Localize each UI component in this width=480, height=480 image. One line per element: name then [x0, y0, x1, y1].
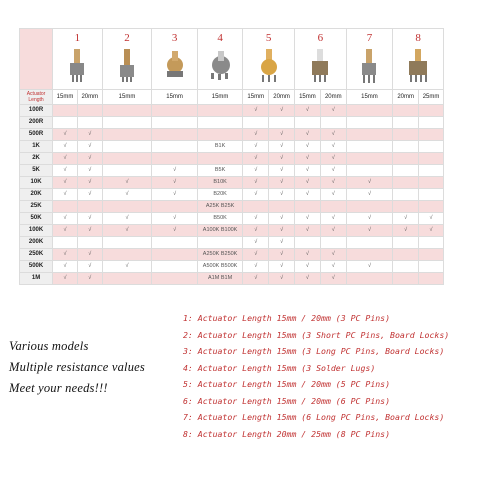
- availability-cell: [243, 201, 269, 213]
- availability-cell: [243, 117, 269, 129]
- availability-cell: [269, 201, 295, 213]
- model-description: 4: Actuator Length 15mm (3 Solder Lugs): [183, 362, 376, 373]
- availability-cell: [53, 237, 78, 249]
- availability-cell: √: [102, 177, 152, 189]
- potentiometer-icon: [115, 49, 139, 83]
- availability-cell: [393, 261, 419, 273]
- availability-cell: [393, 129, 419, 141]
- model-number: 2: [124, 32, 130, 44]
- model-description: 1: Actuator Length 15mm / 20mm (3 PC Pins): [183, 313, 391, 323]
- resistance-label: 50K: [20, 213, 53, 225]
- availability-cell: [419, 249, 444, 261]
- availability-cell: [53, 201, 78, 213]
- resistance-row: [20, 105, 444, 117]
- length-header: 20mm: [77, 90, 102, 105]
- availability-cell: √: [53, 153, 78, 165]
- availability-cell: √: [320, 261, 346, 273]
- availability-cell: √: [320, 177, 346, 189]
- availability-cell: √: [269, 237, 295, 249]
- availability-cell: √: [295, 129, 321, 141]
- availability-cell: √: [77, 129, 102, 141]
- length-header: 15mm: [295, 90, 321, 105]
- availability-cell: √: [152, 165, 198, 177]
- availability-cell: √: [53, 141, 78, 153]
- availability-cell: [419, 261, 444, 273]
- length-header: 15mm: [243, 90, 269, 105]
- availability-cell: [53, 117, 78, 129]
- model-description: 8: Actuator Length 20mm / 25mm (8 PC Pins): [183, 428, 391, 439]
- availability-cell: √: [243, 105, 269, 117]
- resistance-label: 1K: [20, 141, 53, 153]
- model-descriptions: [183, 310, 449, 442]
- product-image-row: [20, 29, 444, 90]
- length-header: 15mm: [53, 90, 78, 105]
- model-cell-1: [53, 29, 103, 90]
- availability-cell: √: [53, 189, 78, 201]
- length-header: 20mm: [269, 90, 295, 105]
- resistance-row: [20, 129, 444, 141]
- availability-cell: [102, 105, 152, 117]
- availability-cell: A25K B25K: [197, 201, 243, 213]
- spec-table: [19, 28, 444, 285]
- availability-cell: [419, 189, 444, 201]
- availability-cell: [419, 237, 444, 249]
- availability-cell: [197, 117, 243, 129]
- availability-cell: √: [102, 213, 152, 225]
- availability-cell: [152, 117, 198, 129]
- availability-cell: [419, 105, 444, 117]
- availability-cell: [320, 237, 346, 249]
- availability-cell: √: [243, 273, 269, 285]
- availability-cell: √: [320, 165, 346, 177]
- model-cell-8: [393, 29, 444, 90]
- promo-text-block: [9, 336, 145, 399]
- availability-cell: √: [77, 261, 102, 273]
- resistance-label: 25K: [20, 201, 53, 213]
- availability-cell: √: [243, 225, 269, 237]
- corner-cell: [20, 29, 53, 90]
- availability-cell: √: [295, 153, 321, 165]
- resistance-row: [20, 153, 444, 165]
- availability-cell: [320, 117, 346, 129]
- availability-cell: [419, 201, 444, 213]
- availability-cell: √: [77, 141, 102, 153]
- availability-cell: [346, 153, 393, 165]
- availability-cell: √: [243, 249, 269, 261]
- availability-cell: √: [269, 225, 295, 237]
- resistance-label: 100K: [20, 225, 53, 237]
- availability-cell: [419, 141, 444, 153]
- availability-cell: [419, 165, 444, 177]
- model-cell-6: [295, 29, 347, 90]
- actuator-length-label: Actuator Length: [20, 90, 53, 105]
- availability-cell: [393, 237, 419, 249]
- availability-cell: [152, 141, 198, 153]
- availability-cell: B20K: [197, 189, 243, 201]
- availability-cell: √: [53, 249, 78, 261]
- availability-cell: √: [77, 273, 102, 285]
- availability-cell: [152, 249, 198, 261]
- availability-cell: √: [243, 189, 269, 201]
- model-number: 6: [317, 32, 324, 44]
- model-cell-4: [197, 29, 243, 90]
- model-cell-2: [102, 29, 152, 90]
- availability-cell: [53, 105, 78, 117]
- availability-cell: [419, 153, 444, 165]
- potentiometer-icon: [405, 49, 431, 83]
- availability-cell: √: [393, 225, 419, 237]
- availability-cell: √: [77, 249, 102, 261]
- availability-cell: [152, 153, 198, 165]
- availability-cell: √: [295, 249, 321, 261]
- resistance-label: 500R: [20, 129, 53, 141]
- availability-cell: √: [53, 177, 78, 189]
- availability-cell: √: [320, 189, 346, 201]
- model-number: 3: [171, 32, 178, 44]
- availability-cell: B10K: [197, 177, 243, 189]
- availability-cell: [419, 273, 444, 285]
- resistance-row: [20, 225, 444, 237]
- availability-cell: √: [77, 165, 102, 177]
- availability-cell: A500K B500K: [197, 261, 243, 273]
- promo-line: Multiple resistance values: [9, 360, 145, 374]
- availability-cell: √: [269, 105, 295, 117]
- availability-cell: [295, 201, 321, 213]
- availability-cell: √: [152, 177, 198, 189]
- availability-cell: [393, 141, 419, 153]
- availability-cell: [197, 129, 243, 141]
- availability-cell: √: [152, 189, 198, 201]
- availability-cell: [419, 117, 444, 129]
- length-header: 15mm: [197, 90, 243, 105]
- resistance-row: [20, 261, 444, 273]
- availability-cell: [152, 201, 198, 213]
- availability-cell: √: [419, 225, 444, 237]
- model-description: 7: Actuator Length 15mm (6 Long PC Pins, Board Locks): [183, 412, 445, 422]
- resistance-row: [20, 165, 444, 177]
- availability-cell: [346, 141, 393, 153]
- availability-cell: [419, 177, 444, 189]
- availability-cell: √: [295, 165, 321, 177]
- availability-cell: √: [269, 261, 295, 273]
- availability-cell: √: [295, 189, 321, 201]
- availability-cell: √: [102, 261, 152, 273]
- promo-line: Meet your needs!!!: [9, 381, 108, 395]
- availability-cell: [393, 177, 419, 189]
- availability-cell: [346, 237, 393, 249]
- availability-cell: √: [102, 189, 152, 201]
- model-cell-3: [152, 29, 198, 90]
- availability-cell: √: [269, 213, 295, 225]
- potentiometer-icon: [66, 49, 88, 83]
- resistance-label: 5K: [20, 165, 53, 177]
- availability-cell: [393, 165, 419, 177]
- resistance-row: [20, 273, 444, 285]
- resistance-label: 200K: [20, 237, 53, 249]
- availability-cell: √: [393, 213, 419, 225]
- availability-cell: [77, 237, 102, 249]
- potentiometer-icon: [162, 49, 188, 83]
- resistance-row: [20, 117, 444, 129]
- resistance-label: 500K: [20, 261, 53, 273]
- availability-cell: [102, 273, 152, 285]
- availability-cell: √: [53, 213, 78, 225]
- availability-cell: √: [346, 189, 393, 201]
- availability-cell: [393, 117, 419, 129]
- availability-cell: √: [320, 273, 346, 285]
- availability-cell: √: [295, 105, 321, 117]
- availability-cell: √: [320, 105, 346, 117]
- actuator-length-row: [20, 90, 444, 105]
- availability-cell: √: [320, 213, 346, 225]
- resistance-label: 200R: [20, 117, 53, 129]
- resistance-row: [20, 189, 444, 201]
- availability-cell: √: [295, 177, 321, 189]
- availability-cell: [102, 141, 152, 153]
- availability-cell: √: [320, 225, 346, 237]
- spec-table-wrapper: [19, 28, 444, 285]
- resistance-label: 20K: [20, 189, 53, 201]
- availability-cell: [77, 117, 102, 129]
- model-cell-5: [243, 29, 295, 90]
- availability-cell: √: [77, 225, 102, 237]
- availability-cell: √: [53, 225, 78, 237]
- availability-cell: [393, 153, 419, 165]
- availability-cell: [346, 129, 393, 141]
- availability-cell: √: [77, 177, 102, 189]
- availability-cell: √: [53, 273, 78, 285]
- availability-cell: √: [53, 261, 78, 273]
- availability-cell: √: [269, 189, 295, 201]
- availability-cell: √: [243, 129, 269, 141]
- potentiometer-icon: [308, 49, 332, 83]
- availability-cell: [295, 237, 321, 249]
- availability-cell: √: [152, 213, 198, 225]
- availability-cell: √: [243, 141, 269, 153]
- availability-cell: [102, 249, 152, 261]
- model-number: 7: [366, 32, 373, 44]
- resistance-row: [20, 213, 444, 225]
- availability-cell: [197, 153, 243, 165]
- availability-cell: [346, 117, 393, 129]
- model-description: 2: Actuator Length 15mm (3 Short PC Pins, Board Locks): [183, 329, 450, 340]
- resistance-row: [20, 141, 444, 153]
- resistance-row: [20, 201, 444, 213]
- length-header: 25mm: [419, 90, 444, 105]
- availability-cell: √: [295, 213, 321, 225]
- availability-cell: [102, 129, 152, 141]
- availability-cell: [393, 105, 419, 117]
- availability-cell: √: [320, 141, 346, 153]
- availability-cell: [77, 201, 102, 213]
- model-description: 6: Actuator Length 15mm / 20mm (6 PC Pins): [183, 395, 391, 406]
- availability-cell: [393, 273, 419, 285]
- length-header: 15mm: [102, 90, 152, 105]
- availability-cell: √: [243, 237, 269, 249]
- availability-cell: √: [295, 273, 321, 285]
- length-header: 15mm: [346, 90, 393, 105]
- availability-cell: [393, 189, 419, 201]
- availability-cell: √: [243, 261, 269, 273]
- availability-cell: √: [269, 273, 295, 285]
- resistance-row: [20, 237, 444, 249]
- potentiometer-icon: [357, 49, 381, 83]
- availability-cell: [152, 273, 198, 285]
- availability-cell: √: [346, 177, 393, 189]
- availability-cell: [346, 105, 393, 117]
- availability-cell: √: [269, 249, 295, 261]
- availability-cell: [393, 201, 419, 213]
- resistance-label: 1M: [20, 273, 53, 285]
- availability-cell: [197, 237, 243, 249]
- model-cell-7: [346, 29, 393, 90]
- availability-cell: [102, 201, 152, 213]
- availability-cell: √: [320, 153, 346, 165]
- availability-cell: A250K B250K: [197, 249, 243, 261]
- availability-cell: √: [269, 165, 295, 177]
- availability-cell: √: [77, 189, 102, 201]
- availability-cell: [102, 165, 152, 177]
- availability-cell: √: [243, 153, 269, 165]
- availability-cell: B5K: [197, 165, 243, 177]
- availability-cell: √: [346, 225, 393, 237]
- availability-cell: [346, 201, 393, 213]
- availability-cell: √: [53, 129, 78, 141]
- availability-cell: √: [269, 141, 295, 153]
- availability-cell: √: [152, 225, 198, 237]
- availability-cell: √: [346, 213, 393, 225]
- availability-cell: [346, 249, 393, 261]
- availability-cell: √: [269, 153, 295, 165]
- availability-cell: √: [346, 261, 393, 273]
- availability-cell: √: [419, 213, 444, 225]
- resistance-row: [20, 177, 444, 189]
- model-description: 3: Actuator Length 15mm (3 Long PC Pins, Board Locks): [183, 346, 445, 356]
- availability-cell: [320, 201, 346, 213]
- availability-cell: √: [77, 213, 102, 225]
- potentiometer-icon: [256, 49, 282, 83]
- availability-cell: √: [269, 129, 295, 141]
- availability-cell: [152, 129, 198, 141]
- spec-table-body: [20, 105, 444, 285]
- availability-cell: √: [243, 213, 269, 225]
- availability-cell: [77, 105, 102, 117]
- availability-cell: [152, 105, 198, 117]
- resistance-row: [20, 249, 444, 261]
- availability-cell: A100K B100K: [197, 225, 243, 237]
- availability-cell: √: [320, 249, 346, 261]
- length-header: 15mm: [152, 90, 198, 105]
- availability-cell: [295, 117, 321, 129]
- resistance-label: 2K: [20, 153, 53, 165]
- availability-cell: √: [320, 129, 346, 141]
- availability-cell: √: [295, 141, 321, 153]
- resistance-label: 10K: [20, 177, 53, 189]
- availability-cell: [346, 165, 393, 177]
- model-number: 4: [217, 32, 223, 44]
- length-header: 20mm: [393, 90, 419, 105]
- availability-cell: [102, 117, 152, 129]
- availability-cell: B1K: [197, 141, 243, 153]
- resistance-label: 100R: [20, 105, 53, 117]
- availability-cell: √: [53, 165, 78, 177]
- availability-cell: √: [77, 153, 102, 165]
- availability-cell: √: [269, 177, 295, 189]
- availability-cell: √: [243, 177, 269, 189]
- availability-cell: √: [102, 225, 152, 237]
- availability-cell: [197, 105, 243, 117]
- availability-cell: [269, 117, 295, 129]
- availability-cell: √: [243, 165, 269, 177]
- availability-cell: A1M B1M: [197, 273, 243, 285]
- model-number: 1: [74, 32, 81, 44]
- model-number: 8: [415, 32, 421, 44]
- availability-cell: [419, 129, 444, 141]
- availability-cell: [393, 249, 419, 261]
- model-number: 5: [265, 32, 272, 44]
- availability-cell: B50K: [197, 213, 243, 225]
- availability-cell: [346, 273, 393, 285]
- availability-cell: [102, 237, 152, 249]
- resistance-label: 250K: [20, 249, 53, 261]
- model-description: 5: Actuator Length 15mm / 20mm (5 PC Pins): [183, 379, 391, 389]
- availability-cell: [102, 153, 152, 165]
- promo-line: Various models: [9, 339, 89, 353]
- availability-cell: √: [295, 261, 321, 273]
- availability-cell: √: [295, 225, 321, 237]
- availability-cell: [152, 237, 198, 249]
- availability-cell: [152, 261, 198, 273]
- length-header: 20mm: [320, 90, 346, 105]
- potentiometer-icon: [207, 49, 233, 83]
